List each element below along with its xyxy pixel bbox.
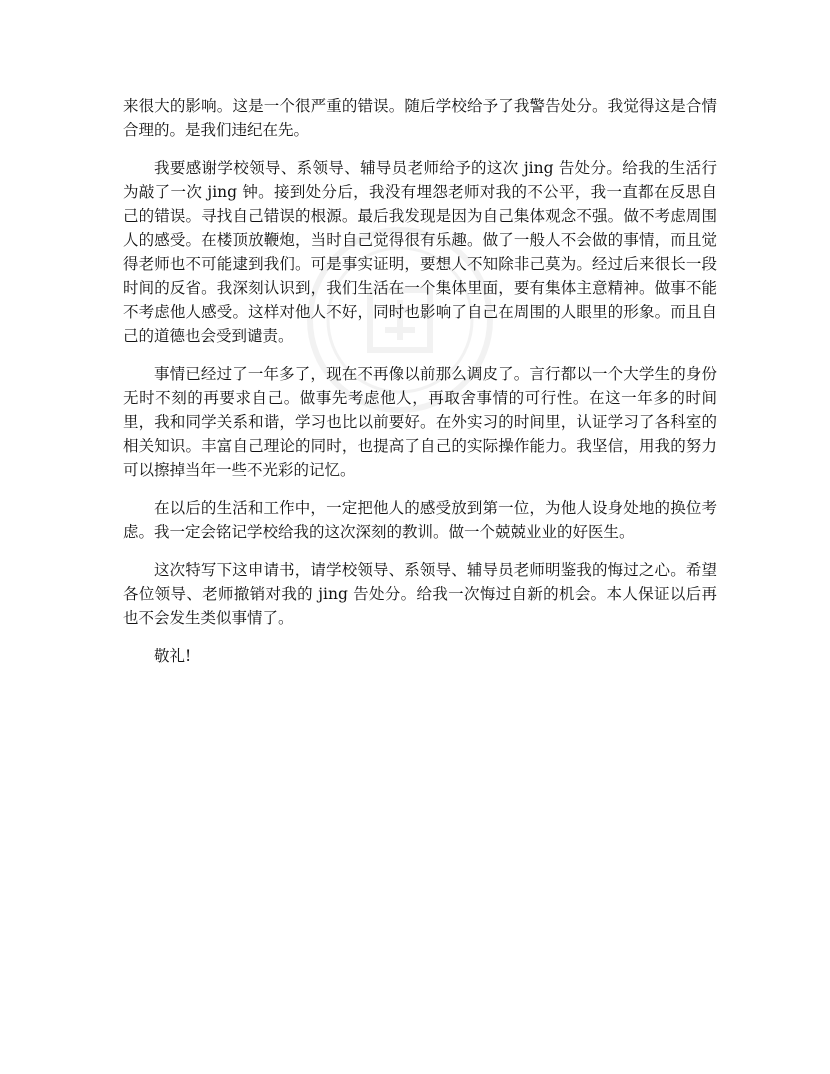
paragraph-4: 在以后的生活和工作中，一定把他人的感受放到第一位，为他人设身处地的换位考虑。我一定会铭记学校给我的这次深刻的教训。做一个兢兢业业的好医生。 <box>123 499 717 541</box>
closing-salutation: 敬礼! <box>154 647 192 665</box>
document-body <box>123 94 717 668</box>
paragraph-5: 这次特写下这申请书，请学校领导、系领导、辅导员老师明鉴我的悔过之心。希望各位领导、老师撤销对我的 jing 告处分。给我一次悔过自新的机会。本人保证以后再也不会发生类似事情了。 <box>123 561 717 627</box>
paragraph-2: 我要感谢学校领导、系领导、辅导员老师给予的这次 jing 告处分。给我的生活行为敲了一次 jing 钟。接到处分后，我没有埋怨老师对我的不公平，我一直都在反思自己的错误。寻找自己错误的根源。最后我发现是因为自己集体观念不强。做不考虑周围人的感受。在楼顶放鞭炮，当时自己觉得很有乐趣。做了一般人不会做的事情，而且觉得老师也不可能逮到我们。可是事实证明，要想人不知除非己莫为。经过后来很长一段时间的反省。我深刻认识到，我们生活在一个集体里面，要有集体主意精神。做事不能不考虑他人感受。这样对他人不好，同时也影响了自己在周围的人眼里的形象。而且自己的道德也会受到谴责。 <box>123 159 717 345</box>
paragraph-3: 事情已经过了一年多了，现在不再像以前那么调皮了。言行都以一个大学生的身份无时不刻的再要求自己。做事先考虑他人，再取舍事情的可行性。在这一年多的时间里，我和同学关系和谐，学习也比以前要好。在外实习的时间里，认证学习了各科室的相关知识。丰富自己理论的同时，也提高了自己的实际操作能力。我坚信，用我的努力可以擦掉当年一些不光彩的记忆。 <box>123 365 717 479</box>
paragraph-1: 来很大的影响。这是一个很严重的错误。随后学校给予了我警告处分。我觉得这是合情合理的。是我们违纪在先。 <box>123 97 717 139</box>
